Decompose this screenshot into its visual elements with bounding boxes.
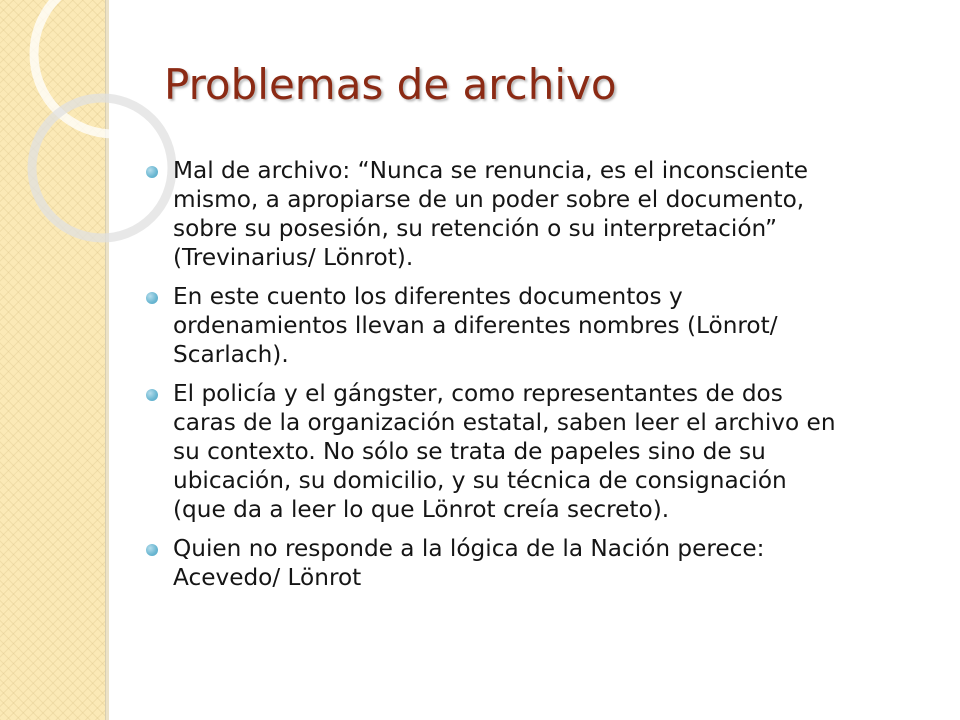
bullet-dot-icon	[146, 544, 158, 556]
bullet-line: El policía y el gángster, como representantes de dos	[173, 380, 783, 407]
bullet-line: ordenamientos llevan a diferentes nombres (Lönrot/	[173, 312, 778, 339]
bullet-line: En este cuento los diferentes documentos y	[173, 283, 683, 310]
bullet-line: Quien no responde a la lógica de la Nación perece:	[173, 535, 765, 562]
bullet-line: Acevedo/ Lönrot	[173, 564, 362, 591]
bullet-dot-icon	[146, 389, 158, 401]
bullet-line: ubicación, su domicilio, y su técnica de consignación	[173, 467, 787, 494]
bullet-list	[146, 156, 936, 602]
bullet-item-archive-malady	[146, 156, 936, 272]
bullet-line: Mal de archivo: “Nunca se renuncia, es el inconsciente	[173, 157, 809, 184]
bullet-dot-icon	[146, 166, 158, 178]
bullet-line: caras de la organización estatal, saben leer el archivo en	[173, 409, 836, 436]
bullet-line: mismo, a apropiarse de un poder sobre el documento,	[173, 186, 805, 213]
bullet-item-police-gangster	[146, 379, 936, 524]
bullet-dot-icon	[146, 292, 158, 304]
bullet-line: su contexto. No sólo se trata de papeles sino de su	[173, 438, 766, 465]
bullet-line: (que da a leer lo que Lönrot creía secreto).	[173, 496, 670, 523]
bullet-line: Scarlach).	[173, 341, 289, 368]
bullet-line: (Trevinarius/ Lönrot).	[173, 244, 414, 271]
bullet-line: sobre su posesión, su retención o su interpretación”	[173, 215, 777, 242]
slide-title: Problemas de archivo	[164, 60, 617, 109]
bullet-item-nation-logic	[146, 534, 936, 592]
bullet-item-documents	[146, 282, 936, 369]
